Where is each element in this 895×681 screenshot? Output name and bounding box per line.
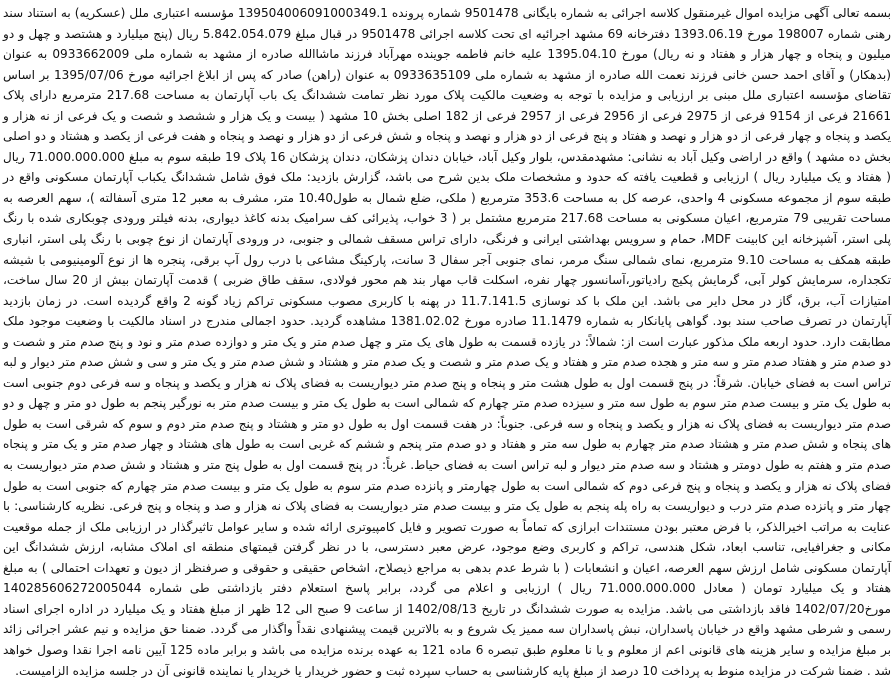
auction-notice-text: بسمه تعالی آگهی مزایده اموال غیرمنقول کلاسه اجرائی به شماره بایگانی 9501478 شماره پرونده 139504006091000349.1 مؤسسه اعتباری ملل (عسکریه) به استناد سند رهنی شماره 198007 مورخ 1393.06.19 دفترخانه 69 مشهد اجرائیه ای تحت کلاسه اجرائی 9501478 در قبال مبلغ 5.842.054.079 ریال (پنج میلیارد و هشتصد و چهل و دو میلیون و پنجاه و چهار هزار و هفتاد و نه ریال) مورخ 1395.04.10 علیه خانم فاطمه جوینده مهرآباد فرزند ماشاالله صادره از مشهد به شماره ملی 0933662009 به عنوان (بدهکار) و آقای احمد حسن خانی فرزند نعمت الله صادره از مشهد به شماره ملی 0933635109 به عنوان (راهن) صادر که پس از ابلاغ اجرائیه مورخ 1395/07/06 بر اساس تقاضای مؤسسه اعتباری ملل مبنی بر ارزیابی و مزایده با توجه به وضعیت مالکیت پلاک مورد نظر تمامت ششدانگ یک باب آپارتمان به مساحت 217.68 مترمربع دارای پلاک 21661 فرعی از 9154 فرعی از 2975 فرعی از 2956 فرعی از 2957 فرعی از 182 اصلی بخش 10 مشهد ( بیست و یک هزار و ششصد و شصت و یک فرعی از نه هزار و یکصد و پنجاه و چهار فرعی از دو هزار و نهصد و هفتاد و پنج فرعی از دو هزار و نهصد و پنجاه و شش فرعی از دو هزار و نهصد و پنجاه و هفت فرعی از یکصد و هشتاد و دو اصلی بخش ده مشهد ) واقع در اراضی وکیل آباد به نشانی: مشهدمقدس، بلوار وکیل آباد، خیابان دندان پزشکان، دندان پزشکان 16 پلاک 19 طبقه سوم به مبلغ 71.000.000.000 ریال ( هفتاد و یک میلیارد ریال ) ارزیابی و قطعیت یافته که حدود و مشخصات ملک بدین شرح می باشد، گزارش بازدید: ملک فوق شامل ششدانگ یکباب آپارتمان مسکونی واقع در طبقه سوم از مجموعه مسکونی 4 واحدی، عرصه کل به مساحت 353.6 مترمربع ( ملکی، ضلع شمال به طول10.40 متر، مشرف به معبر 12 متری آسفالته )، سهم العرصه به مساحت تقریبی 79 مترمربع، اعیان مسکونی به مساحت 217.68 مترمربع مشتمل بر ( 3 خواب، پذیرائی کف سرامیک بدنه کاغذ دیواری، بدنه فیلتر ورودی چوبکاری شده با رنگ پلی استر، آشپزخانه این کابینت MDF، حمام و سرویس بهداشتی ایرانی و فرنگی، دارای تراس مسقف شمالی و جنوبی، در ورودی آپارتمان از نوع چوبی با رنگ پلی استر، انباری طبقه همکف به مساحت 9.10 مترمربع، نمای شمالی سنگ مرمر، نمای جنوبی آجر سفال 3 سانت، پارکینگ مشاعی با درب رول آپ برقی، پنجره ها از نوع آلومینیومی با شیشه تکجداره، سرمایش کولر آبی، گرمایش پکیج رادیاتور،آسانسور چهار نفره، اسکلت قاب مهار بند هم محور فولادی، سقف طاق ضربی ) قدمت آپارتمان بیش از 20 سال ساخت، امتیازات آب، برق، گاز در محل دایر می باشد. این ملک با کد نوسازی 11.7.141.5 در پهنه با کاربری مصوب مسکونی تراکم زیاد گونه 2 واقع گردیده است. در زمان بازدید آپارتمان در تصرف صاحب سند بود. گواهی پایانکار به شماره 11.1479 صادره مورخ 1381.02.02 مشاهده گردید. حدود اجمالی مندرج در اسناد مالکیت با وضعیت موجود ملک مطابقت دارد. حدود اربعه ملک مذکور عبارت است از: شمالاً: در یازده قسمت به طول های یک متر و چهل صدم متر و یک متر و دوازده صدم متر و نود و پنج صدم متر و شصت و دو صدم متر و هفتاد صدم متر و سه متر و هجده صدم متر و هفتاد و یک صدم متر و شصت و یک صدم متر و هشتاد و شش صدم متر و یک متر و سی و شش صدم متر دیوار و لبه تراس است به فضای خیابان. شرقاً: در پنج قسمت اول به طول هشت متر و پنجاه و پنج صدم متر دیواریست به فضای پلاک نه هزار و یکصد و پنجاه و سه فرعی دوم جنوبی است به طول یک متر و بیست صدم متر سوم به طول سه متر و سیزده صدم متر چهارم که شمالی است به طول یک متر و بیست صدم متر به نورگیر پنجم به طول دو متر و چهل و دو صدم متر دیواریست به فضای پلاک نه هزار و یکصد و پنجاه و سه فرعی. جنوباً: در هفت قسمت اول به طول دو متر و هشتاد و پنج صدم متر دوم و سوم که شرقی است به طول های پنجاه و شش صدم متر و هشتاد صدم متر چهارم به طول سه متر و هفتاد و دو صدم متر پنجم و ششم که غربی است به طول های هشتاد و چهار صدم متر و یک متر و پنجاه صدم متر و هفتم به طول دومتر و هشتاد و سه صدم متر دیوار و لبه تراس است به فضای حیاط. غرباً: در پنج قسمت اول به طول پنج متر و هشتاد و شش صدم متر دیواریست به فضای پلاک نه هزار و یکصد و پنجاه و پنج فرعی دوم که شمالی است به طول چهارمتر و پانزده صدم متر سوم به طول یک متر و بیست صدم متر چهارم که جنوبی است به طول چهار متر و پانزده صدم متر درب و دیواریست به راه پله پنجم به طول یک متر و بیست صدم متر دیواریست به فضای پلاک نه هزار و صد و پنجاه و پنج فرعی. نظریه کارشناسی: با عنایت به مراتب اخیرالذکر، با فرض معتبر بودن مستندات ابرازی که تماماً به صورت تصویر و فایل کامپیوتری ارائه شده و سایر عوامل تاثیرگذار در ارزیابی ملک از جمله موقعیت مکانی و جغرافیایی، تناسب ابعاد، شکل هندسی، تراکم و کاربری وضع موجود، عرض معبر دسترسی، با در نظر گرفتن قیمتهای منطقه ای املاک مشابه، ارزش ششدانگ این آپارتمان مسکونی شامل ارزش سهم العرصه، اعیان و انشعابات ( با شرط عدم بدهی به مراجع ذیصلاح، اشخاص حقیقی و حقوقی و صرفنظر از دیون و تعهدات احتمالی ) به مبلغ هفتاد و یک میلیارد تومان ( معادل 71.000.000.000 ریال ) ارزیابی و اعلام می گردد، برابر پاسخ استعلام دفتر بازداشتی طی شماره 140285606272005044 مورخ1402/07/20 فاقد بازداشتی می باشد. مزایده به صورت ششدانگ در تاریخ 1402/08/13 از ساعت 9 صبح الی 12 ظهر از مبلغ هفتاد و یک میلیارد در اداره اجرای اسناد رسمی و شرطی مشهد واقع در خیابان پاسداران، نبش پاسداران سه ممیز یک شروع و به بالاترین قیمت پیشنهادی نقداً واگذار می گردد. ضمنا حق مزایده و نیم عشر اجرائی زائد بر مبلغ مزایده و سایر هزینه های قانونی اعم از معلوم و یا نا معلوم طبق تبصره 6 ماده 121 به عهده برنده مزایده می باشد و برابر ماده 125 آیین نامه اجرا نقدا وصول خواهد شد . ضمنا شرکت در مزایده منوط به پرداخت 10 درصد از مبلغ پایه کارشناسی به حساب سپرده ثبت و حضور خریدار یا خریدار یا نماینده قانونی آن در جلسه مزایده الزامیست. [3, 6, 892, 678]
